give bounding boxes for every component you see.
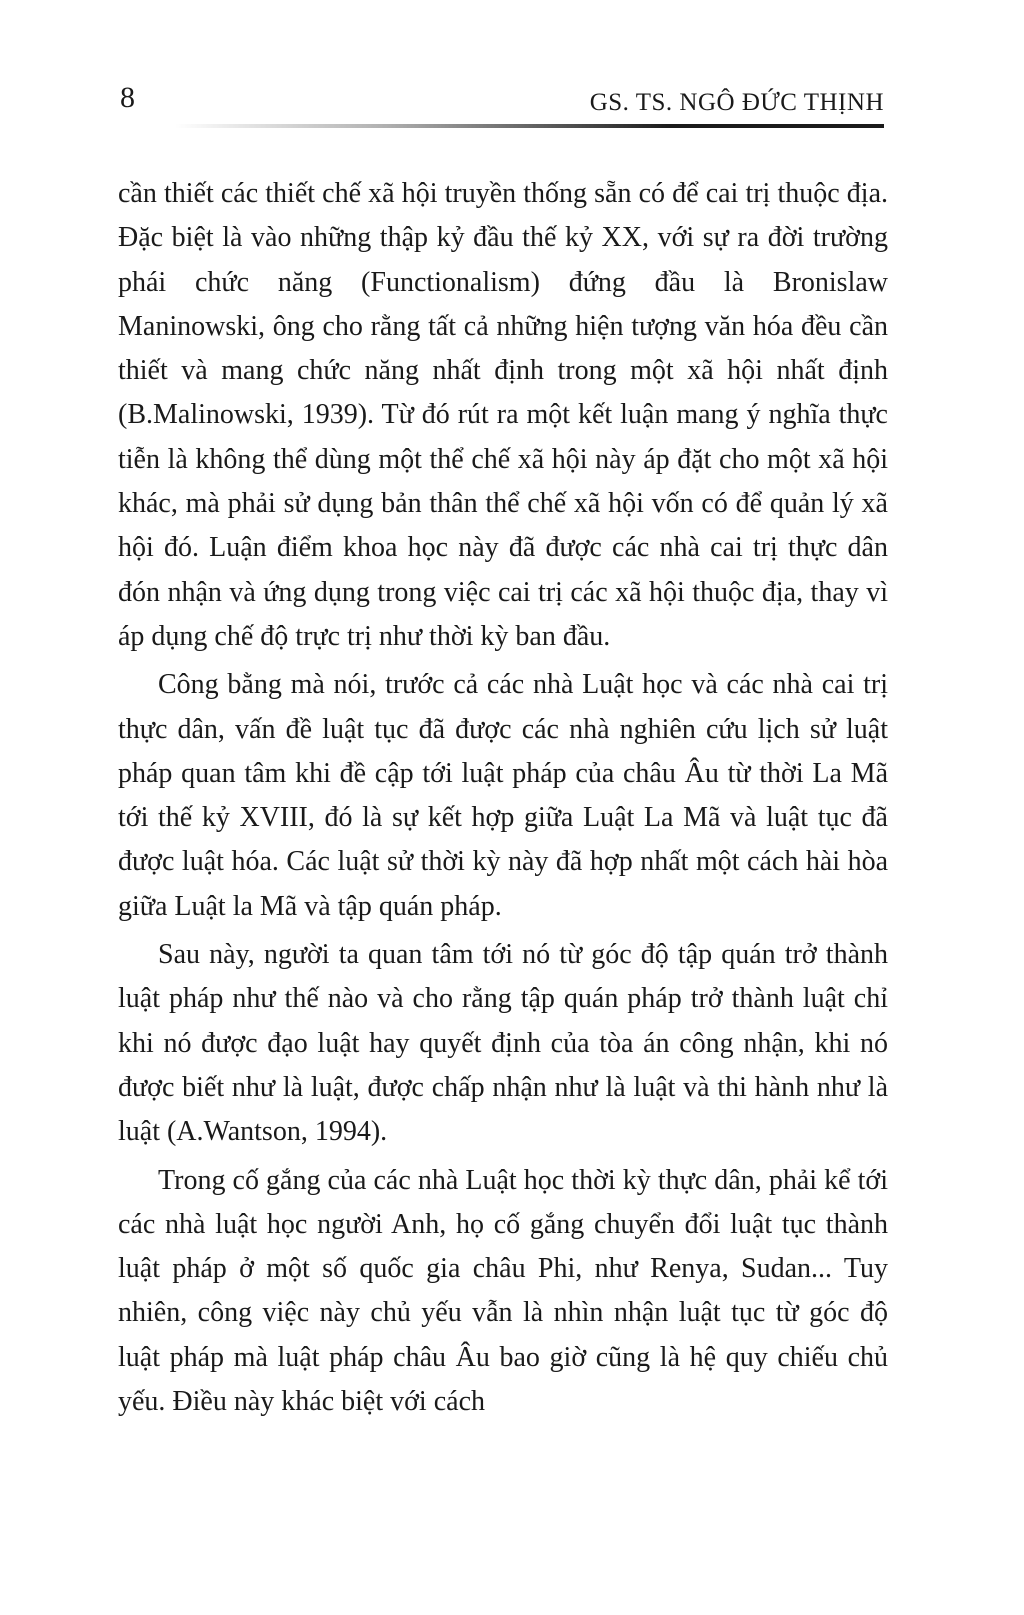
body-text — [118, 172, 888, 1428]
running-head-author: GS. TS. NGÔ ĐỨC THỊNH — [589, 89, 884, 116]
paragraph-continuation: cần thiết các thiết chế xã hội truyền thống sẵn có để cai trị thuộc địa. Đặc biệt là vào những thập kỷ đầu thế kỷ XX, với sự ra đời trường phái chức năng (Functionalism) đứng đầu là Bronislaw Maninowski, ông cho rằng tất cả những hiện tượng văn hóa đều cần thiết và mang chức năng nhất định trong một xã hội nhất định (B.Malinowski, 1939). Từ đó rút ra một kết luận mang ý nghĩa thực tiễn là không thể dùng một thể chế xã hội này áp đặt cho một xã hội khác, mà phải sử dụng bản thân thể chế xã hội vốn có để quản lý xã hội đó. Luận điểm khoa học này đã được các nhà cai trị thực dân đón nhận và ứng dụng trong việc cai trị các xã hội thuộc địa, thay vì áp dụng chế độ trực trị như thời kỳ ban đầu. — [118, 178, 888, 652]
paragraph: Công bằng mà nói, trước cả các nhà Luật học và các nhà cai trị thực dân, vấn đề luật tục đã được các nhà nghiên cứu lịch sử luật pháp quan tâm khi đề cập tới luật pháp của châu Âu từ thời La Mã tới thế kỷ XVIII, đó là sự kết hợp giữa Luật La Mã và luật tục đã được luật hóa. Các luật sử thời kỳ này đã hợp nhất một cách hài hòa giữa Luật la Mã và tập quán pháp. — [118, 669, 888, 922]
paragraph: Sau này, người ta quan tâm tới nó từ góc độ tập quán trở thành luật pháp như thế nào và cho rằng tập quán pháp trở thành luật chỉ khi nó được đạo luật hay quyết định của tòa án công nhận, khi nó được biết như là luật, được chấp nhận như là luật và thi hành như là luật (A.Wantson, 1994). — [118, 939, 888, 1148]
paragraph: Trong cố gắng của các nhà Luật học thời kỳ thực dân, phải kể tới các nhà luật học người Anh, họ cố gắng chuyển đổi luật tục thành luật pháp ở một số quốc gia châu Phi, như Renya, Sudan... Tuy nhiên, công việc này chủ yếu vẫn là nhìn nhận luật tục từ góc độ luật pháp mà luật pháp châu Âu bao giờ cũng là hệ quy chiếu chủ yếu. Điều này khác biệt với cách — [118, 1164, 888, 1418]
header-rule — [175, 124, 884, 128]
page-number: 8 — [120, 81, 135, 114]
